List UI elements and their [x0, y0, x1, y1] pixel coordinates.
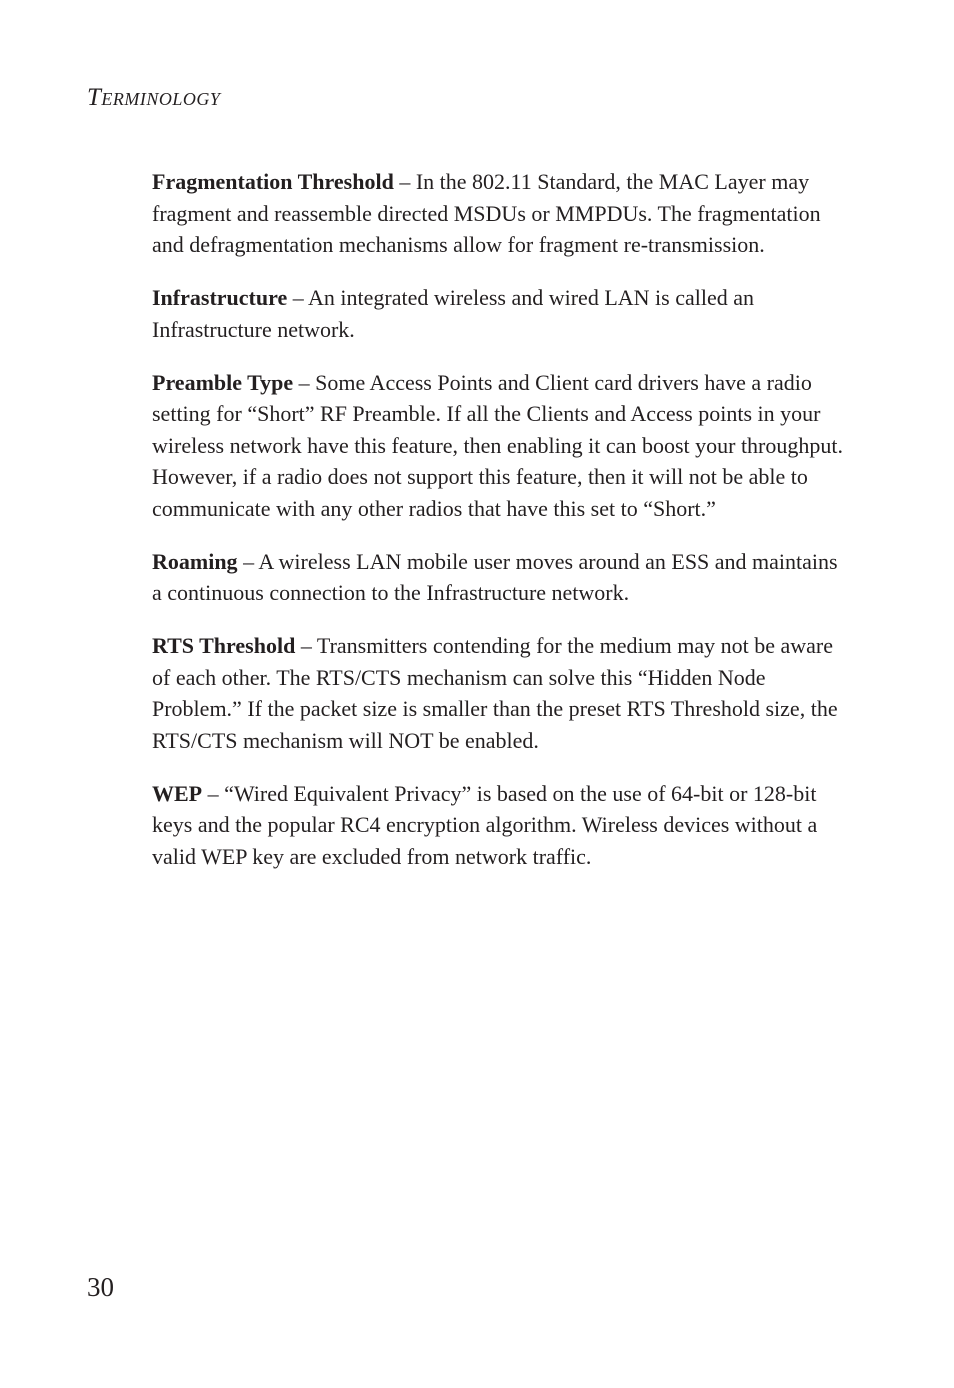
glossary-definition: Some Access Points and Client card drivers have a radio setting for “Short” RF Preamble. If all the Clients and Access points in your wireless network have this feature, then enabling it can boost your throughput. However, if a radio does not support this feature, then it will not be able to communicate with any other radios that have this set to “Short.”	[152, 369, 843, 521]
glossary-entry-infrastructure	[152, 282, 852, 345]
glossary-definition: An integrated wireless and wired LAN is called an Infrastructure network.	[152, 285, 754, 342]
glossary-entry-wep	[152, 778, 852, 873]
glossary-term: Infrastructure	[152, 285, 288, 310]
term-separator: –	[393, 169, 416, 194]
glossary-definition: A wireless LAN mobile user moves around an ESS and maintains a continuous connection to the Infrastructure network.	[152, 548, 838, 605]
glossary-definition: In the 802.11 Standard, the MAC Layer may fragment and reassemble directed MSDUs or MMPDUs. The fragmentation and defragmentation mechanisms allow for fragment re-transmission.	[152, 169, 821, 257]
glossary-term: WEP	[152, 780, 203, 806]
glossary-entry-fragmentation-threshold	[152, 166, 852, 261]
term-separator: –	[287, 285, 309, 310]
term-separator: –	[202, 780, 225, 806]
glossary-term: Roaming	[152, 548, 238, 574]
glossary-list	[152, 166, 852, 894]
glossary-term: Fragmentation Threshold	[152, 169, 394, 194]
glossary-definition: Transmitters contending for the medium may not be aware of each other. The RTS/CTS mechanism can solve this “Hidden Node Problem.” If the packet size is smaller than the preset RTS Threshold size, the RTS/CTS mechanism will NOT be enabled.	[152, 633, 838, 753]
glossary-entry-rts-threshold	[152, 630, 852, 756]
glossary-term: Preamble Type	[152, 369, 294, 395]
term-separator: –	[293, 369, 316, 395]
running-header: Terminology	[87, 84, 221, 111]
term-separator: –	[237, 548, 259, 574]
term-separator: –	[295, 633, 317, 658]
page-number: 30	[87, 1272, 114, 1302]
glossary-definition: “Wired Equivalent Privacy” is based on the use of 64-bit or 128-bit keys and the popular RC4 encryption algorithm. Wireless devices without a valid WEP key are excluded from network traffic.	[152, 780, 818, 869]
glossary-term: RTS Threshold	[152, 633, 296, 658]
glossary-entry-roaming	[152, 546, 852, 609]
glossary-entry-preamble-type	[152, 367, 852, 525]
